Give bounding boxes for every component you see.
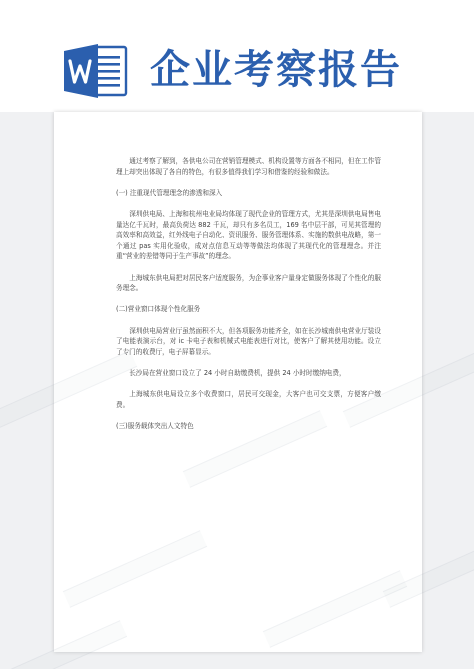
- word-icon: [64, 44, 128, 98]
- body-paragraph: 长沙局在营业窗口设立了 24 小时自助缴费机，提供 24 小时时缴纳电费，: [129, 368, 346, 377]
- section-heading: (三)服务载体突出人文特色: [116, 421, 194, 430]
- body-paragraph: 通过考察了解到，各供电公司在营销管理模式、机构设置等方面各不相同，但在工作管理上却突出体现了各自的特色，有很多值得我们学习和借鉴的经验和做法。: [116, 157, 381, 176]
- document-body: [116, 156, 381, 442]
- section-heading: (二)营业窗口体现个性化服务: [116, 305, 201, 314]
- body-paragraph: 上海城东供电局设立多个收费窗口，居民可交现金，大客户也可交支票，方便客户缴费。: [116, 390, 381, 409]
- section-heading: (一) 注重现代管理理念的渗透和深入: [116, 188, 223, 197]
- body-paragraph: 深圳供电局、上海和杭州电业局均体现了现代企业的管理方式，尤其是深圳供电局售电量达亿千瓦时，最高负荷达 882 千瓦，却只有多名员工，169 名中层干部，可见其管理的高效率和高效益，红外线电子自动化、资讯服务、服务管理体系、实施的数供电战略，第一个通过 pas 实用化验收，成对点信息互动等等做法均体现了其现代化的管理理念。并注重“营业的差错等同于生产事故”的理念。: [116, 209, 381, 261]
- header-banner: [0, 0, 474, 112]
- body-paragraph: 深圳供电局营业厅虽然面积不大，但各项服务功能齐全，如在长沙城南供电营业厅装设了电能表演示台，对 ic 卡电子表和机械式电能表进行对比，使客户了解其使用功能。设立了专门的收费厅，电子屏幕显示。: [116, 326, 381, 356]
- page-title: 企业考察报告: [150, 46, 402, 93]
- body-paragraph: 上海城东供电局把对居民客户适度服务，为企事业客户量身定做服务体现了个性化的服务理念。: [116, 273, 381, 293]
- document-page: [54, 112, 422, 652]
